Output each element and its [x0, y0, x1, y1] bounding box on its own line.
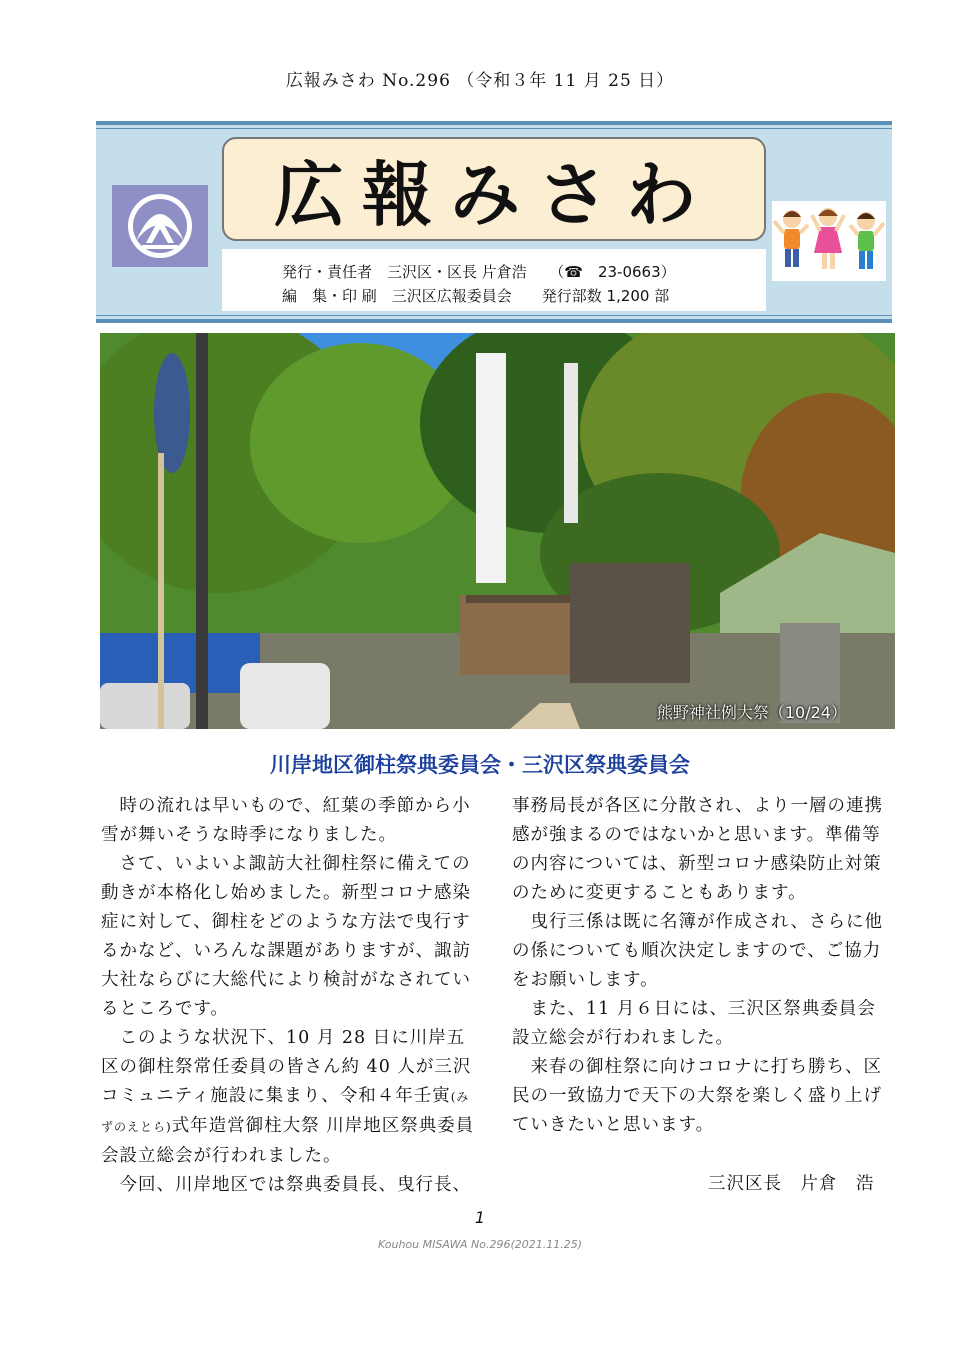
paragraph: 今回、川岸地区では祭典委員長、曳行長、: [119, 1175, 471, 1195]
photo-caption: 熊野神社例大祭（10/24）: [656, 703, 847, 722]
masthead-title-box: [222, 137, 766, 241]
paragraph: さて、いよいよ諏訪大社御柱祭に備えての動きが本格化し始めました。新型コロナ感染症に対して、御柱をどのような方法で曳行するかなど、いろんな課題がありますが、諏訪大社ならびに大総代により検討がなされているところです。: [101, 854, 471, 1019]
masthead-banner: [96, 121, 892, 323]
children-illustration-icon: [772, 201, 886, 281]
paragraph: 事務局長が各区に分散され、より一層の連携感が強まるのではないかと思います。準備等の内容については、新型コロナ感染防止対策のために変更することもあります。: [512, 796, 884, 903]
article-column-left: [101, 792, 479, 1200]
paragraph: また、11 月６日には、三沢区祭典委員会設立総会が行われました。: [512, 999, 876, 1048]
signature: 三沢区長 片倉 浩: [708, 1174, 875, 1194]
footer: Kouhou MISAWA No.296(2021.11.25): [377, 1238, 583, 1251]
article-column-right: [512, 792, 890, 1140]
article-headline: 川岸地区御柱祭典委員会・三沢区祭典委員会: [270, 753, 690, 777]
masthead-title: 広報みさわ: [274, 153, 714, 236]
district-emblem-icon: [112, 185, 208, 267]
reading-annotation: (みずのえとら): [101, 1090, 470, 1134]
shrine-festival-photo: [100, 333, 895, 729]
masthead-info: [222, 249, 766, 311]
paragraph: 時の流れは早いもので、紅葉の季節から小雪が舞いそうな時季になりました。: [101, 796, 471, 845]
editor-line: 編 集・印 刷 三沢区広報委員会 発行部数 1,200 部: [282, 287, 670, 305]
paragraph: 曳行三係は既に名簿が作成され、さらに他の係についても順次決定しますので、ご協力をお願いします。: [512, 912, 884, 990]
page-number: 1: [474, 1208, 486, 1227]
paragraph: 来春の御柱祭に向けコロナに打ち勝ち、区民の一致協力で天下の大祭を楽しく盛り上げていきたいと思います。: [512, 1057, 882, 1135]
issue-line: 広報みさわ No.296 （令和３年 11 月 25 日）: [285, 71, 675, 91]
publisher-line: 発行・責任者 三沢区・区長 片倉浩 （☎ 23-0663）: [282, 263, 676, 281]
paragraph: このような状況下、10 月 28 日に川岸五区の御柱祭常任委員の皆さん約 40 人が三沢コミュニティ施設に集まり、令和４年壬寅(みずのえとら)式年造営御柱大祭 川岸地区祭典委員会設立総会が行われました。: [101, 1028, 475, 1166]
